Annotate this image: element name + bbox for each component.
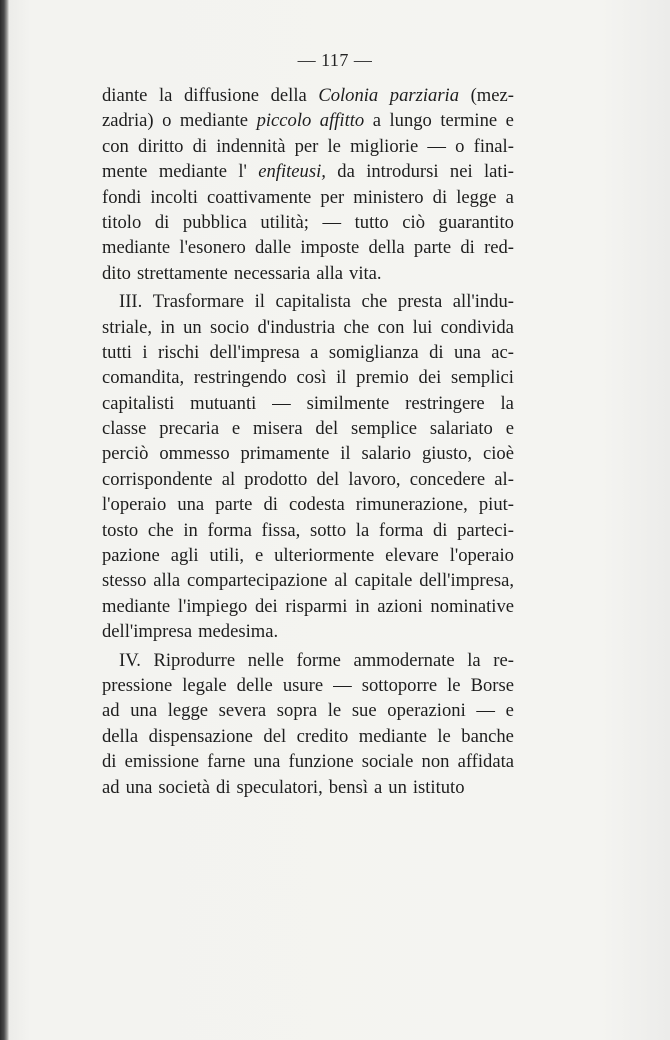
word: della: [270, 85, 307, 106]
paragraph: [102, 83, 514, 286]
word: legge: [167, 700, 208, 722]
word: capitalista: [275, 291, 351, 313]
word: mediante: [179, 110, 249, 132]
word: corrispondente: [102, 468, 213, 490]
text-line: [102, 235, 514, 260]
word: ommesso: [159, 443, 230, 465]
word: credito: [296, 725, 349, 747]
word: tosto: [102, 519, 139, 541]
word: la: [159, 85, 173, 106]
word: farne: [207, 751, 246, 773]
word: del: [315, 418, 339, 440]
word: d'industria: [257, 316, 336, 338]
word: imposte: [300, 237, 360, 259]
word: codesta: [288, 494, 345, 516]
word: bensì: [328, 776, 368, 798]
word: sopra: [276, 700, 318, 722]
page-number: — 117 —: [297, 50, 373, 70]
word: del: [316, 468, 340, 490]
word: risparmi: [285, 595, 348, 617]
word: dei: [418, 367, 442, 389]
word: fissa,: [261, 519, 301, 541]
word: cioè: [482, 443, 514, 465]
word: titolo: [102, 211, 142, 233]
word: sociale: [361, 751, 414, 773]
word: sotto: [309, 519, 347, 541]
word: strettamente: [136, 262, 228, 284]
word: re-: [493, 649, 514, 671]
word: ministero: [353, 186, 424, 208]
word: società: [158, 776, 211, 798]
word: funzione: [288, 751, 354, 773]
word: semplici: [450, 367, 514, 389]
word: lati-: [484, 161, 514, 183]
word: il: [254, 291, 265, 313]
word: compartecipazione: [187, 570, 328, 592]
word: somiglianza: [328, 341, 419, 363]
word: capitale: [354, 570, 413, 592]
word: Trasformare: [152, 291, 245, 313]
word: incolti: [150, 186, 198, 208]
word: speculatori,: [236, 776, 323, 798]
word: per: [320, 186, 345, 208]
word: a: [372, 110, 381, 132]
word: premio: [356, 367, 409, 389]
word: dell'impresa: [102, 621, 193, 643]
word: lui: [412, 316, 433, 338]
word: guarantito: [438, 211, 514, 233]
word: —: [476, 700, 495, 722]
word: ammodernate: [353, 649, 455, 671]
word: che: [343, 316, 370, 338]
word: severa: [218, 700, 267, 722]
word: restringere: [405, 392, 485, 414]
word: —: [322, 211, 342, 233]
word: mutuanti: [190, 392, 257, 414]
text-line: [102, 594, 514, 619]
word: giusto,: [421, 443, 473, 465]
word: piut-: [478, 494, 514, 516]
word: zadria): [102, 110, 154, 132]
word: concedere: [409, 468, 486, 490]
word: sottoporre: [361, 674, 438, 696]
word: o: [162, 110, 172, 132]
word: parteci-: [457, 519, 514, 541]
word: le: [447, 674, 461, 696]
word: capitalisti: [102, 392, 175, 414]
word: e: [505, 700, 514, 722]
word: primamente: [240, 443, 330, 465]
word: (mez-: [470, 85, 514, 106]
text-line: [102, 340, 514, 365]
text-line: [102, 261, 514, 286]
word: a: [374, 776, 383, 798]
word: utilità;: [260, 211, 309, 233]
word: l'impiego: [177, 595, 248, 617]
word: pressione: [102, 674, 173, 696]
word: l'esonero: [179, 237, 246, 259]
word: final-: [473, 135, 514, 157]
word: salariato: [429, 418, 493, 440]
word: e: [231, 418, 241, 440]
text-line: [102, 619, 514, 644]
word: una: [177, 494, 205, 516]
word: tutti: [102, 341, 132, 363]
word: l'operaio: [449, 545, 514, 567]
word: le: [327, 135, 341, 157]
word: —: [333, 674, 352, 696]
word: diante: [102, 85, 148, 106]
word: che: [147, 519, 174, 541]
word: emissione: [124, 751, 199, 773]
text-line: [102, 648, 514, 673]
word: sue: [351, 700, 377, 722]
word: classe: [102, 418, 147, 440]
word: all'indu-: [452, 291, 514, 313]
word: una: [130, 700, 158, 722]
word: legale: [182, 674, 227, 696]
word: legge: [456, 186, 497, 208]
word: con: [377, 316, 405, 338]
word: prodotto: [244, 468, 308, 490]
word: socio: [209, 316, 250, 338]
word: della: [102, 725, 139, 747]
word: la: [355, 519, 370, 541]
word: Colonia: [318, 85, 379, 106]
text-line: [102, 159, 514, 184]
word: al-: [494, 468, 514, 490]
word: diritto: [138, 135, 184, 157]
book-spine-shadow: [0, 0, 9, 1040]
word: o: [455, 135, 465, 157]
text-line: [102, 724, 514, 749]
word: della: [368, 237, 405, 259]
word: pubblica: [182, 211, 247, 233]
text-line: [102, 673, 514, 698]
word: dispensazione: [148, 725, 253, 747]
text-line: [102, 391, 514, 416]
text-line: [102, 416, 514, 441]
word: così: [296, 367, 327, 389]
word: i: [142, 341, 148, 363]
word: un: [388, 776, 407, 798]
word: enfiteusi,: [258, 161, 326, 183]
word: mediante: [102, 595, 171, 617]
word: diffusione: [183, 85, 260, 106]
word: IV.: [119, 649, 141, 671]
word: di: [432, 186, 448, 208]
word: di: [102, 751, 117, 773]
text-line: [102, 775, 514, 800]
word: di: [192, 135, 208, 157]
text-line: [102, 749, 514, 774]
word: ad: [102, 776, 120, 798]
word: l'operaio: [102, 494, 167, 516]
word: al: [334, 570, 348, 592]
word: dell'impresa,: [419, 570, 514, 592]
word: parte: [215, 494, 253, 516]
word: termine: [440, 110, 498, 132]
word: una: [125, 776, 153, 798]
word: con: [102, 135, 129, 157]
word: striale,: [102, 316, 153, 338]
word: medesima.: [198, 621, 279, 643]
word: necessaria: [233, 262, 311, 284]
word: mente: [102, 161, 148, 183]
word: alla: [316, 262, 344, 284]
word: in: [355, 595, 370, 617]
word: affidata: [457, 751, 514, 773]
word: le: [327, 700, 342, 722]
word: del: [263, 725, 287, 747]
word: nelle: [247, 649, 284, 671]
word: una: [453, 341, 481, 363]
word: istituto: [412, 776, 465, 798]
word: di: [263, 494, 278, 516]
word: introdursi: [366, 161, 439, 183]
text-line: [102, 568, 514, 593]
text-line: [102, 365, 514, 390]
word: nominative: [430, 595, 514, 617]
word: red-: [484, 237, 514, 259]
word: rischi: [157, 341, 200, 363]
text-line: [102, 210, 514, 235]
word: fondi: [102, 186, 142, 208]
word: —: [427, 135, 447, 157]
text-line: [102, 289, 514, 314]
word: parte: [413, 237, 452, 259]
word: che: [361, 291, 388, 313]
page-body-text: [102, 83, 514, 800]
word: indennità: [216, 135, 286, 157]
text-line: [102, 518, 514, 543]
word: tutto: [354, 211, 389, 233]
word: stesso: [102, 570, 147, 592]
word: l': [238, 161, 247, 183]
word: il: [336, 367, 347, 389]
word: alla: [153, 570, 181, 592]
word: semplice: [350, 418, 418, 440]
word: III.: [119, 291, 143, 313]
word: a: [310, 341, 319, 363]
word: azioni: [377, 595, 423, 617]
word: Riprodurre: [153, 649, 236, 671]
text-line: [102, 543, 514, 568]
paragraph: [102, 289, 514, 644]
word: le: [437, 725, 451, 747]
word: ac-: [491, 341, 514, 363]
text-line: [102, 467, 514, 492]
word: non: [421, 751, 450, 773]
word: similmente: [306, 392, 390, 414]
word: mediante: [358, 725, 427, 747]
word: salario: [361, 443, 412, 465]
word: forma: [378, 519, 424, 541]
word: a: [505, 186, 514, 208]
word: e: [254, 545, 264, 567]
word: coattivamente: [207, 186, 312, 208]
word: di: [216, 776, 231, 798]
word: la: [467, 649, 481, 671]
word: dell'impresa: [209, 341, 300, 363]
word: precaria: [159, 418, 220, 440]
word: nei: [449, 161, 473, 183]
text-line: [102, 698, 514, 723]
word: in: [160, 316, 175, 338]
word: agli: [170, 545, 199, 567]
text-line: [102, 83, 514, 108]
word: affitto: [319, 110, 365, 132]
word: in: [183, 519, 198, 541]
word: dei: [255, 595, 278, 617]
word: banche: [461, 725, 514, 747]
word: al: [221, 468, 236, 490]
word: lungo: [389, 110, 432, 132]
word: comandita,: [102, 367, 185, 389]
word: di: [429, 341, 444, 363]
word: il: [340, 443, 351, 465]
word: forma: [207, 519, 252, 541]
text-line: [102, 315, 514, 340]
word: elevare: [385, 545, 439, 567]
word: operazioni: [387, 700, 466, 722]
word: e: [505, 110, 514, 132]
text-line: [102, 134, 514, 159]
word: lavoro,: [348, 468, 401, 490]
word: perciò: [102, 443, 149, 465]
word: da: [337, 161, 355, 183]
paragraph: [102, 648, 514, 800]
word: la: [500, 392, 514, 414]
word: una: [253, 751, 281, 773]
word: condivida: [440, 316, 514, 338]
word: restringendo: [193, 367, 287, 389]
word: pazione: [102, 545, 160, 567]
word: dito: [102, 262, 131, 284]
text-line: [102, 441, 514, 466]
word: ulteriormente: [274, 545, 375, 567]
word: ad: [102, 700, 120, 722]
text-line: [102, 185, 514, 210]
word: delle: [236, 674, 273, 696]
word: dalle: [255, 237, 292, 259]
word: —: [272, 392, 291, 414]
word: e: [505, 418, 514, 440]
word: vita.: [349, 262, 382, 284]
word: forme: [296, 649, 341, 671]
word: usure: [282, 674, 324, 696]
word: presta: [397, 291, 443, 313]
word: di: [460, 237, 475, 259]
word: mediante: [158, 161, 227, 183]
text-line: [102, 108, 514, 133]
word: misera: [253, 418, 303, 440]
word: rimunerazione,: [355, 494, 468, 516]
word: migliorie: [350, 135, 419, 157]
word: ciò: [402, 211, 425, 233]
text-line: [102, 492, 514, 517]
word: per: [294, 135, 319, 157]
word: di: [432, 519, 448, 541]
word: un: [183, 316, 202, 338]
word: piccolo: [256, 110, 312, 132]
word: utili,: [209, 545, 245, 567]
word: parziaria: [389, 85, 460, 106]
word: mediante: [102, 237, 171, 259]
word: di: [154, 211, 170, 233]
word: Borse: [470, 674, 514, 696]
